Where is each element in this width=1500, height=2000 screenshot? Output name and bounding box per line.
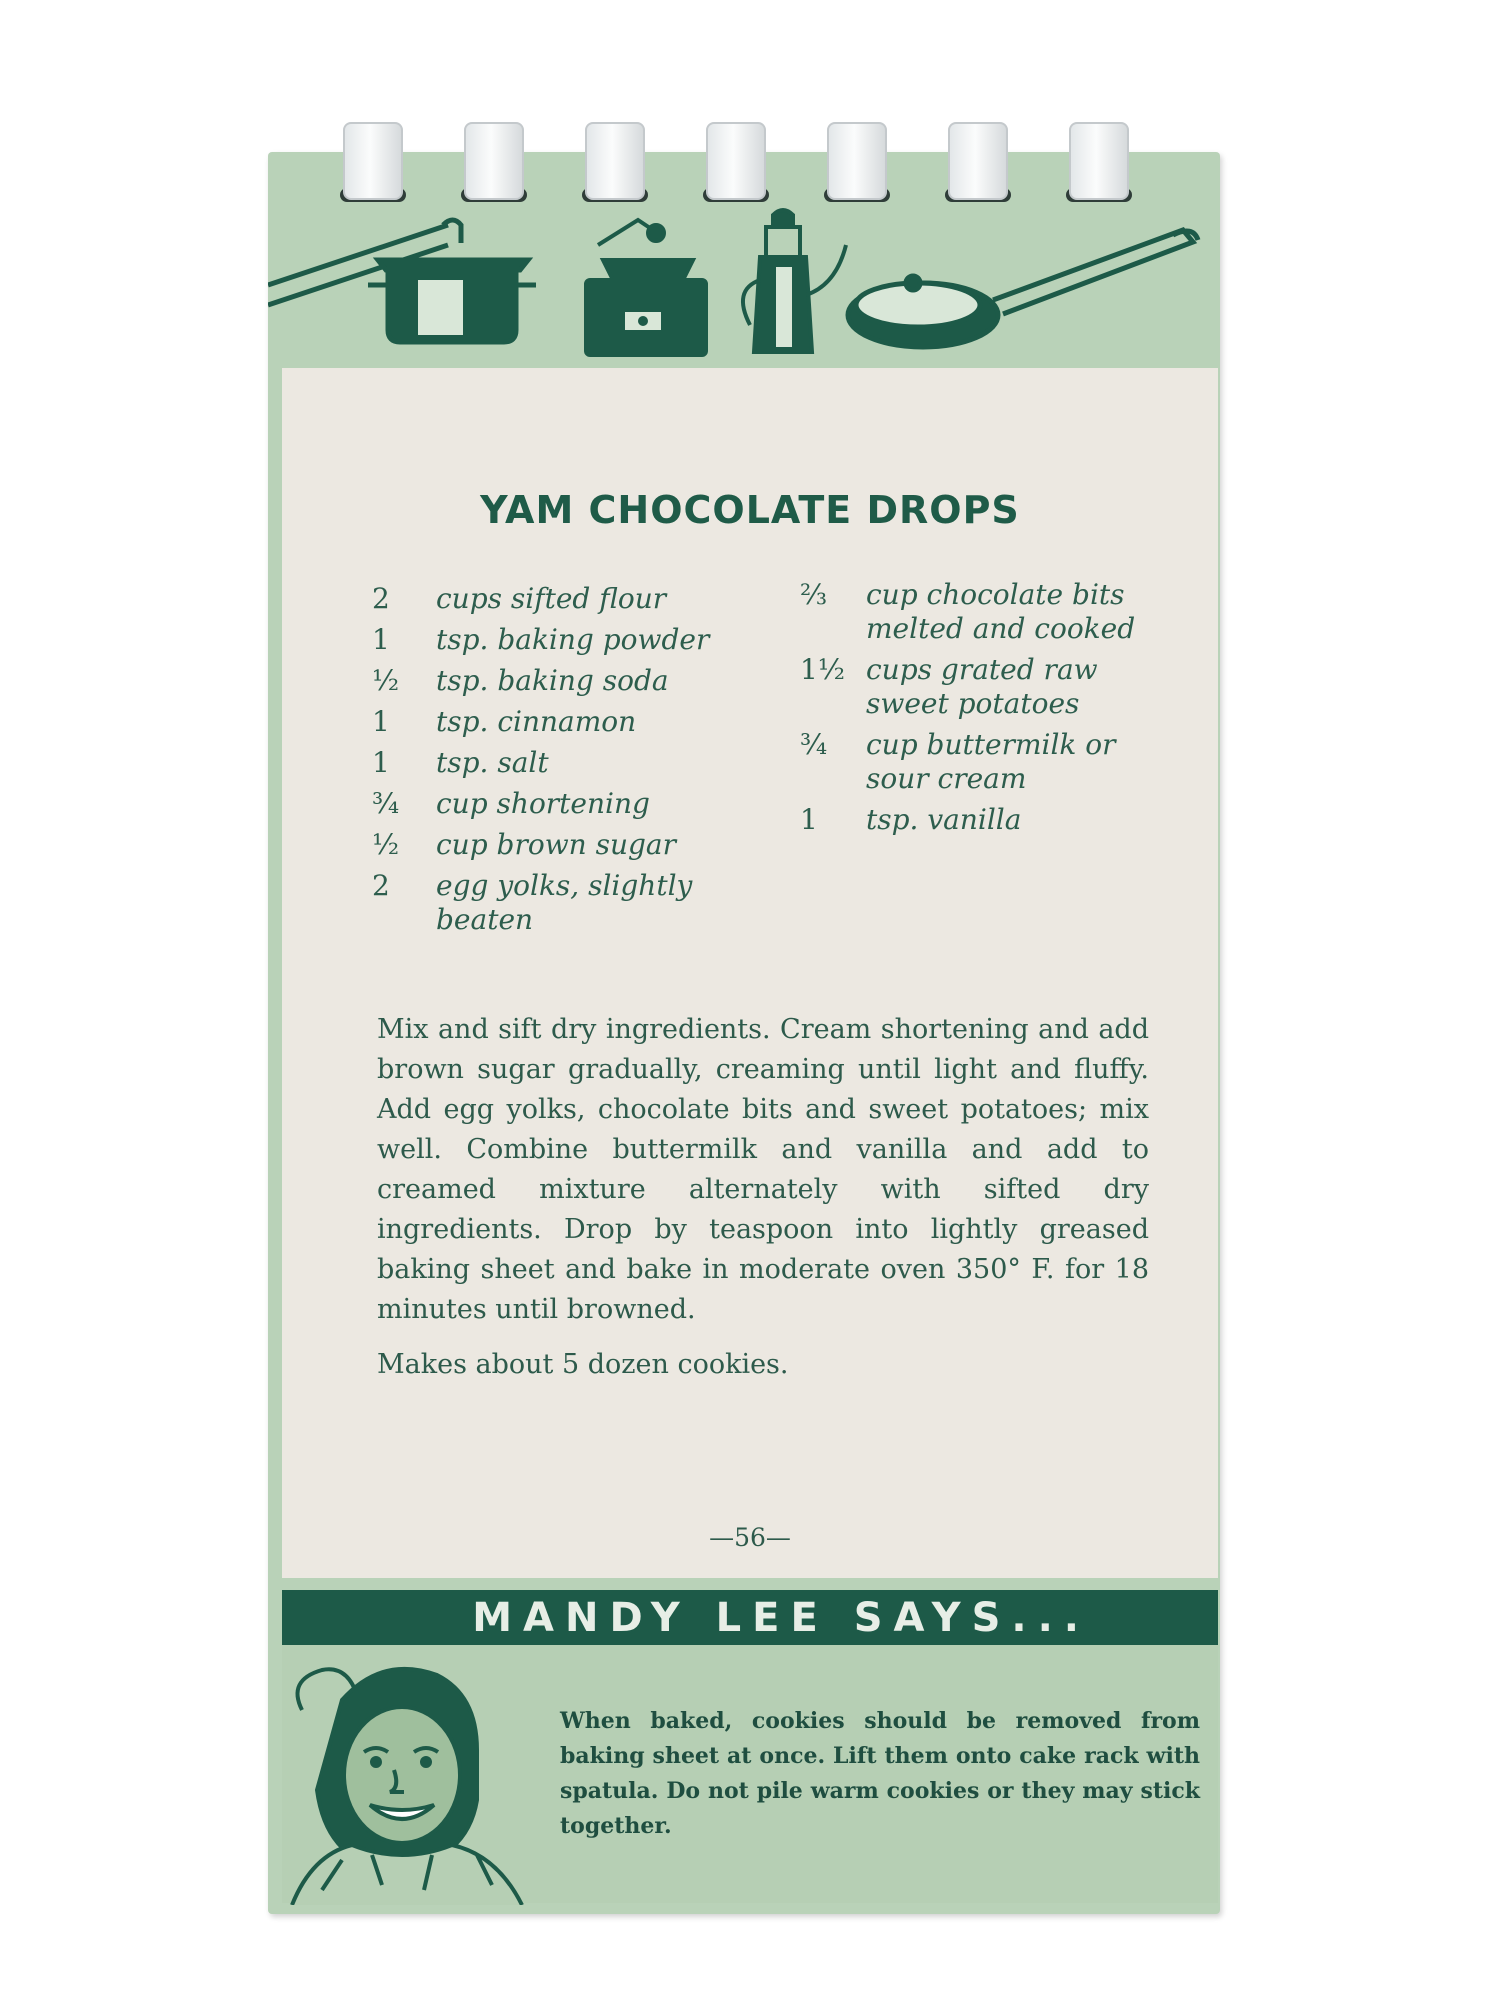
ingredient-item (372, 582, 762, 616)
ingredient-quantity: ⅔ (800, 578, 828, 611)
ingredient-list-right (800, 578, 1170, 844)
ingredient-item (372, 828, 762, 862)
page-number: —56— (709, 1523, 791, 1552)
ingredient-text: cup shortening (436, 787, 650, 820)
recipe-yield: Makes about 5 dozen cookies. (377, 1349, 789, 1380)
ingredient-item (372, 787, 762, 821)
ingredient-item (800, 728, 1170, 796)
ingredient-item (372, 664, 762, 698)
recipe-directions: Mix and sift dry ingredients. Cream shortening and add brown sugar gradually, creaming until light and fluffy. Add egg yolks, chocolate bits and sweet potatoes; mix well. Combine buttermilk and vanilla and add to creamed mixture alternately with sifted dry ingredients. Drop by teaspoon into lightly greased baking sheet and bake in moderate oven 350° F. for 18 minutes until browned. (377, 1014, 1149, 1325)
ingredient-item (372, 869, 762, 937)
coffee-pot-icon (743, 210, 846, 352)
ingredient-text: tsp. vanilla (866, 803, 1022, 836)
ingredient-text: cup buttermilk or sour cream (866, 728, 1116, 795)
recipe-page (282, 368, 1218, 1578)
ingredient-text: cup brown sugar (436, 828, 677, 861)
ingredient-text: tsp. cinnamon (436, 705, 637, 738)
frying-pan-icon (848, 230, 1198, 347)
ingredient-quantity: ¾ (800, 728, 828, 761)
utensil-illustrations (268, 205, 1220, 365)
ingredient-quantity: ¾ (372, 787, 400, 820)
ingredient-quantity: 1 (800, 803, 818, 836)
ingredient-quantity: ½ (372, 664, 400, 697)
ingredient-quantity: 2 (372, 869, 390, 902)
ingredient-item (372, 746, 762, 780)
ingredient-quantity: 1 (372, 705, 390, 738)
ingredient-item (372, 705, 762, 739)
ingredient-text: tsp. salt (436, 746, 549, 779)
ingredient-quantity: 1½ (800, 653, 845, 686)
ingredient-text: cup chocolate bits melted and cooked (866, 578, 1136, 645)
ingredient-item (372, 623, 762, 657)
recipe-title: YAM CHOCOLATE DROPS (480, 488, 1020, 532)
mandy-lee-portrait (282, 1640, 552, 1905)
ingredient-list-left (372, 582, 762, 944)
ingredient-item (800, 653, 1170, 721)
ingredient-text: tsp. baking soda (436, 664, 669, 697)
ingredient-quantity: 2 (372, 582, 390, 615)
ingredient-text: cups grated raw sweet potatoes (866, 653, 1098, 720)
tip-text: When baked, cookies should be removed from baking sheet at once. Lift them onto cake rack with spatula. Do not pile warm cookies or they may stick together. (560, 1708, 1200, 1839)
ingredient-quantity: 1 (372, 623, 390, 656)
tip-banner-title: MANDY LEE SAYS... (472, 1595, 1090, 1641)
coffee-grinder-icon (586, 220, 706, 355)
ingredient-item (800, 803, 1170, 837)
ingredient-text: cups sifted flour (436, 582, 667, 615)
ingredient-quantity: ½ (372, 828, 400, 861)
pot-icon (268, 220, 536, 342)
ingredient-item (800, 578, 1170, 646)
ingredient-quantity: 1 (372, 746, 390, 779)
ingredient-text: egg yolks, slightly beaten (436, 869, 693, 936)
ingredient-text: tsp. baking powder (436, 623, 710, 656)
